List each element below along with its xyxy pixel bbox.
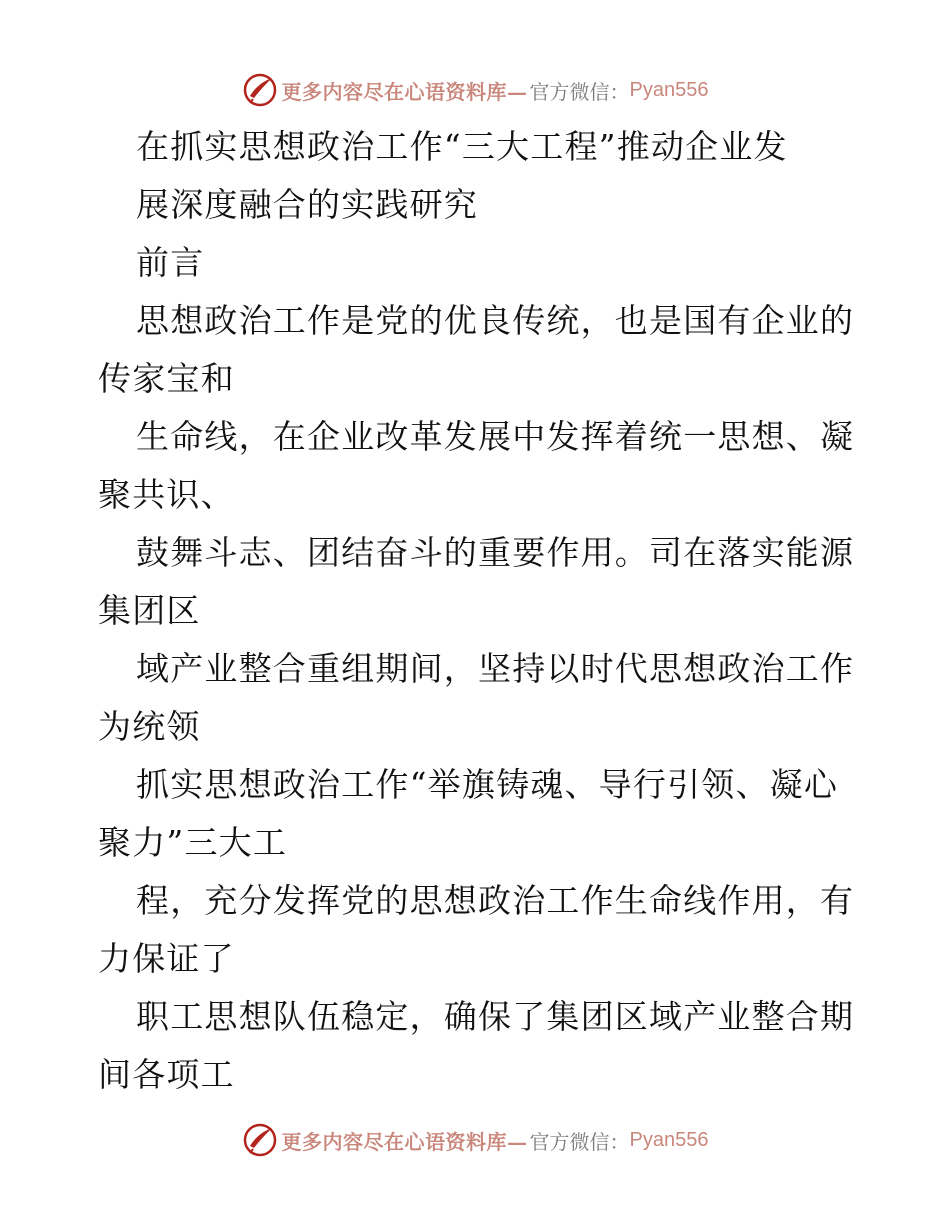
- paragraph-line: 程，充分发挥党的思想政治工作生命线作用，有: [136, 881, 855, 920]
- paragraph-line: 聚共识、: [98, 475, 235, 514]
- section-heading: 前言: [136, 243, 205, 282]
- paragraph-line: 为统领: [98, 707, 201, 746]
- watermark-site-text: 更多内容尽在心语资料库—: [281, 79, 528, 104]
- paragraph-line: 间各项工: [98, 1055, 235, 1094]
- watermark-wechat-label: 官方微信：: [529, 79, 630, 104]
- quill-logo-icon: [242, 72, 278, 108]
- watermark-wechat-id: Pyan556: [629, 1128, 709, 1151]
- paragraph-line: 鼓舞斗志、团结奋斗的重要作用。司在落实能源: [136, 533, 855, 572]
- paragraph-line: 集团区: [98, 591, 201, 630]
- footer-watermark: [0, 1120, 950, 1160]
- watermark-site-text: 更多内容尽在心语资料库—: [281, 1129, 528, 1154]
- document-title-line: 展深度融合的实践研究: [136, 185, 478, 224]
- paragraph-line: 传家宝和: [98, 359, 235, 398]
- document-body: [98, 118, 858, 1104]
- paragraph-line: 力保证了: [98, 939, 235, 978]
- document-title-line: 在抓实思想政治工作“三大工程”推动企业发: [136, 127, 788, 166]
- paragraph-line: 聚力”三大工: [98, 823, 288, 862]
- paragraph-line: 思想政治工作是党的优良传统，也是国有企业的: [136, 301, 855, 340]
- quill-logo-icon: [242, 1122, 278, 1158]
- header-watermark: [0, 70, 950, 110]
- watermark-wechat-id: Pyan556: [629, 78, 709, 101]
- paragraph-line: 抓实思想政治工作“举旗铸魂、导行引领、凝心: [136, 765, 839, 804]
- paragraph-line: 域产业整合重组期间，坚持以时代思想政治工作: [136, 649, 855, 688]
- paragraph-line: 生命线，在企业改革发展中发挥着统一思想、凝: [136, 417, 855, 456]
- paragraph-line: 职工思想队伍稳定，确保了集团区域产业整合期: [136, 997, 855, 1036]
- watermark-wechat-label: 官方微信：: [529, 1129, 630, 1154]
